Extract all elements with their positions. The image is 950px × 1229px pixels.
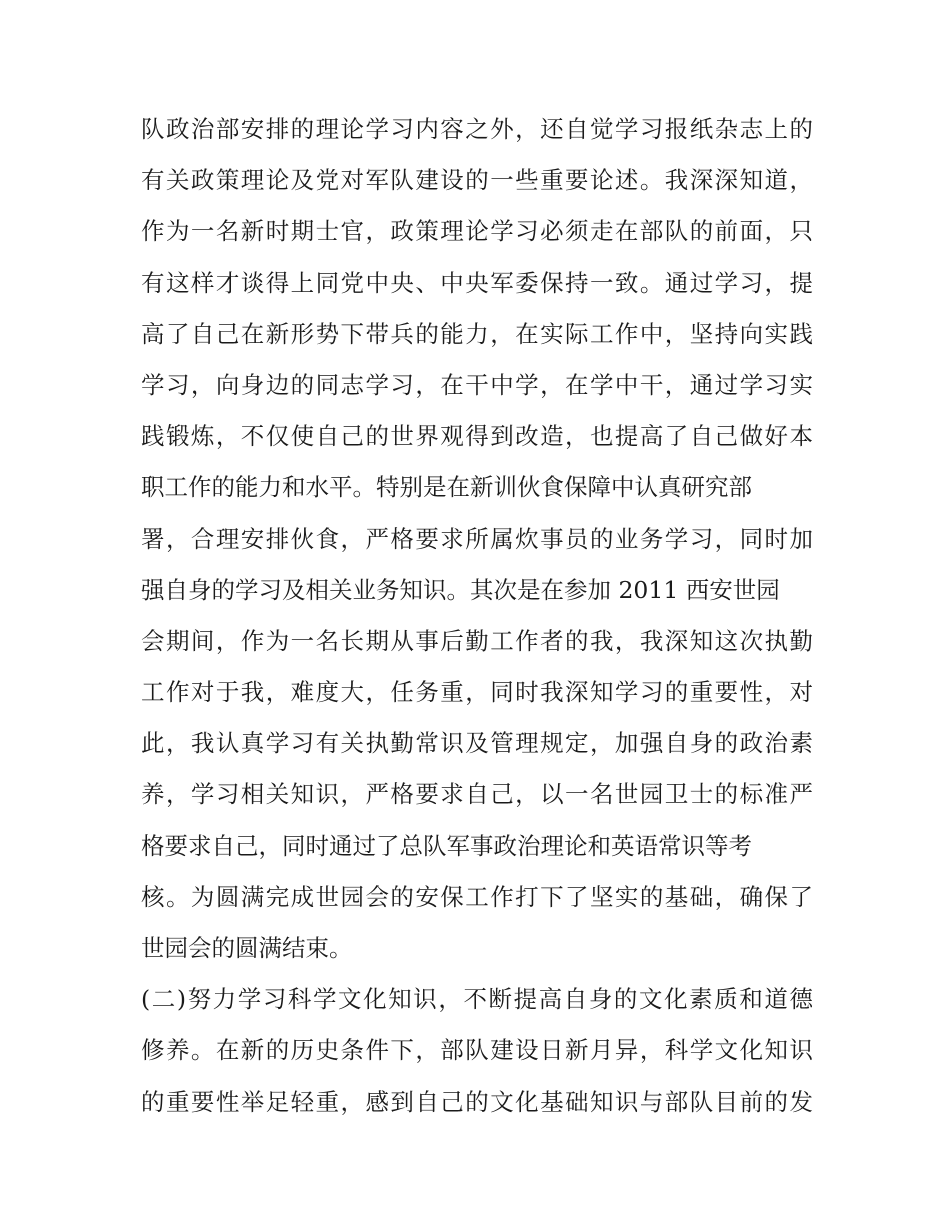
text-line: 队政治部安排的理论学习内容之外，还自觉学习报纸杂志上的 [141,115,813,143]
text-line: 署，合理安排伙食，严格要求所属炊事员的业务学习，同时加 [141,524,813,553]
text-line: 有关政策理论及党对军队建设的一些重要论述。我深深知道， [141,166,813,195]
text-line: 学习，向身边的同志学习，在干中学，在学中干，通过学习实 [141,370,813,399]
text-line: 的重要性举足轻重，感到自己的文化基础知识与部队目前的发 [141,1087,813,1116]
text-line: 高了自己在新形势下带兵的能力，在实际工作中，坚持向实践 [141,319,813,348]
text-line: 会期间，作为一名长期从事后勤工作者的我，我深知这次执勤 [141,626,813,655]
text-line: 格要求自己，同时通过了总队军事政治理论和英语常识等考 [141,831,752,860]
text-line: 作为一名新时期士官，政策理论学习必须走在部队的前面，只 [141,217,813,246]
text-line: 养，学习相关知识，严格要求自己，以一名世园卫士的标准严 [141,780,813,809]
text-line: 此，我认真学习有关执勤常识及管理规定，加强自身的政治素 [141,729,813,758]
text-line: 强自身的学习及相关业务知识。其次是在参加 2011 西安世园 [141,575,780,604]
text-line: 有这样才谈得上同党中央、中央军委保持一致。通过学习，提 [141,268,813,297]
text-line: (二)努力学习科学文化知识，不断提高自身的文化素质和道德 [141,985,813,1014]
text-line: 职工作的能力和水平。特别是在新训伙食保障中认真研究部 [141,473,752,502]
text-line: 工作对于我，难度大，任务重，同时我深知学习的重要性，对 [141,678,813,707]
text-line: 世园会的圆满结束。 [141,934,353,962]
text-line: 修养。在新的历史条件下，部队建设日新月异，科学文化知识 [141,1036,813,1065]
text-line: 践锻炼，不仅使自己的世界观得到改造，也提高了自己做好本 [141,422,813,451]
body-text [141,104,813,1128]
text-line: 核。为圆满完成世园会的安保工作打下了坚实的基础，确保了 [141,882,813,911]
